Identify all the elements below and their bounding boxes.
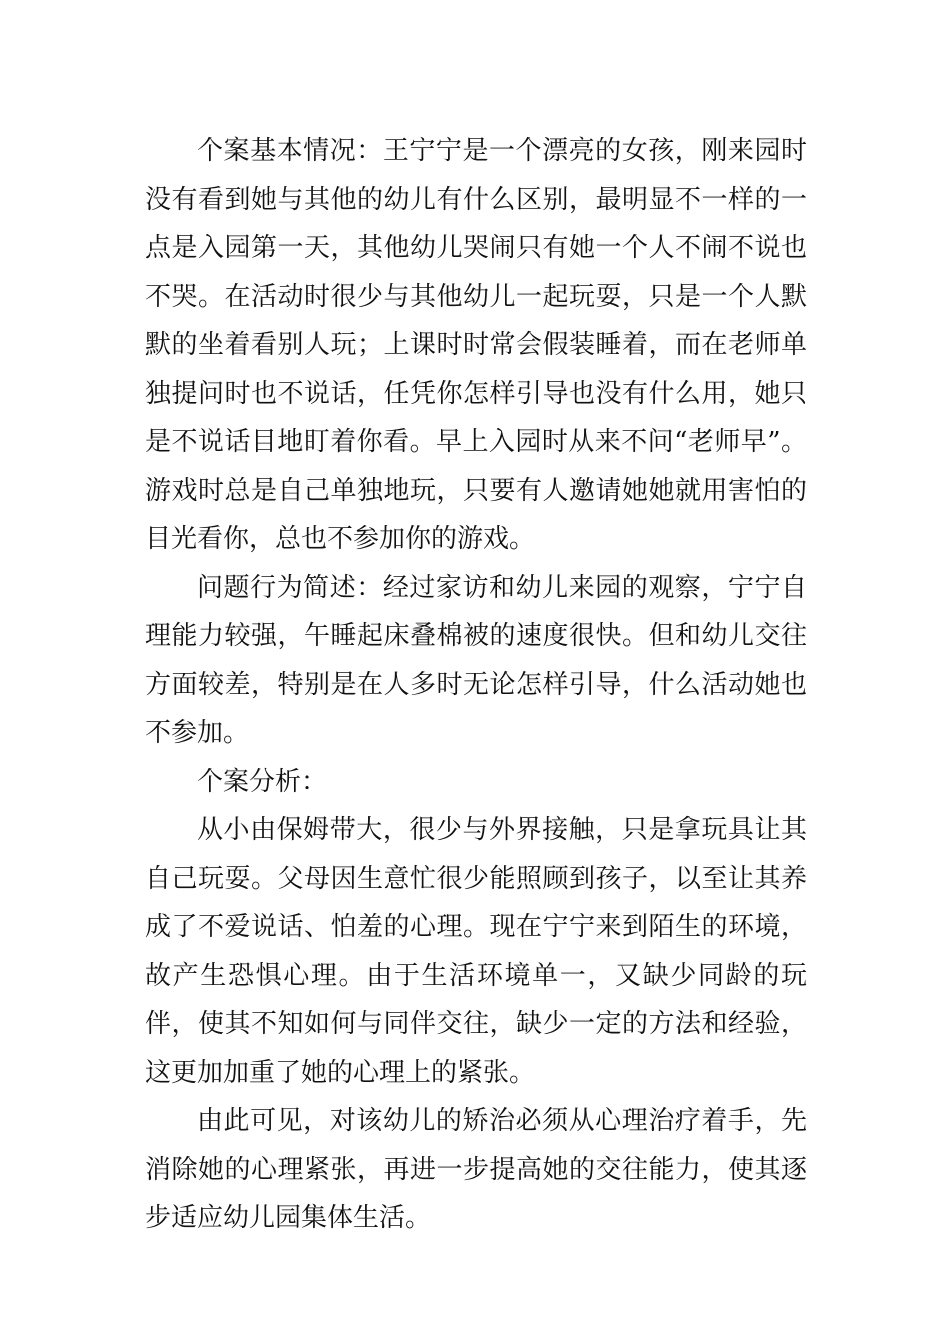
paragraph-conclusion: 由此可见，对该幼儿的矫治必须从心理治疗着手，先消除她的心理紧张，再进一步提高她的交往能力，使其逐步适应幼儿园集体生活。 [145,1106,807,1233]
paragraph-case-analysis-heading: 个案分析： [197,766,328,797]
document-body [145,127,807,1243]
paragraph-problem-behavior: 问题行为简述：经过家访和幼儿来园的观察，宁宁自理能力较强，午睡起床叠棉被的速度很快。但和幼儿交往方面较差，特别是在人多时无论怎样引导，什么活动她也不参加。 [145,572,807,748]
paragraph-case-background: 个案基本情况：王宁宁是一个漂亮的女孩，刚来园时没有看到她与其他的幼儿有什么区别，最明显不一样的一点是入园第一天，其他幼儿哭闹只有她一个人不闹不说也不哭。在活动时很少与其他幼儿一起玩耍，只是一个人默默的坐着看别人玩；上课时时常会假装睡着，而在老师单独提问时也不说话，任凭你怎样引导也没有什么用，她只是不说话目地盯着你看。早上入园时从来不问“老师早”。游戏时总是自己单独地玩，只要有人邀请她她就用害怕的目光看你，总也不参加你的游戏。 [145,136,807,554]
paragraph-analysis-body: 从小由保姆带大，很少与外界接触，只是拿玩具让其自己玩耍。父母因生意忙很少能照顾到孩子，以至让其养成了不爱说话、怕羞的心理。现在宁宁来到陌生的环境，故产生恐惧心理。由于生活环境单一，又缺少同龄的玩伴，使其不知如何与同伴交往，缺少一定的方法和经验，这更加加重了她的心理上的紧张。 [145,815,807,1088]
